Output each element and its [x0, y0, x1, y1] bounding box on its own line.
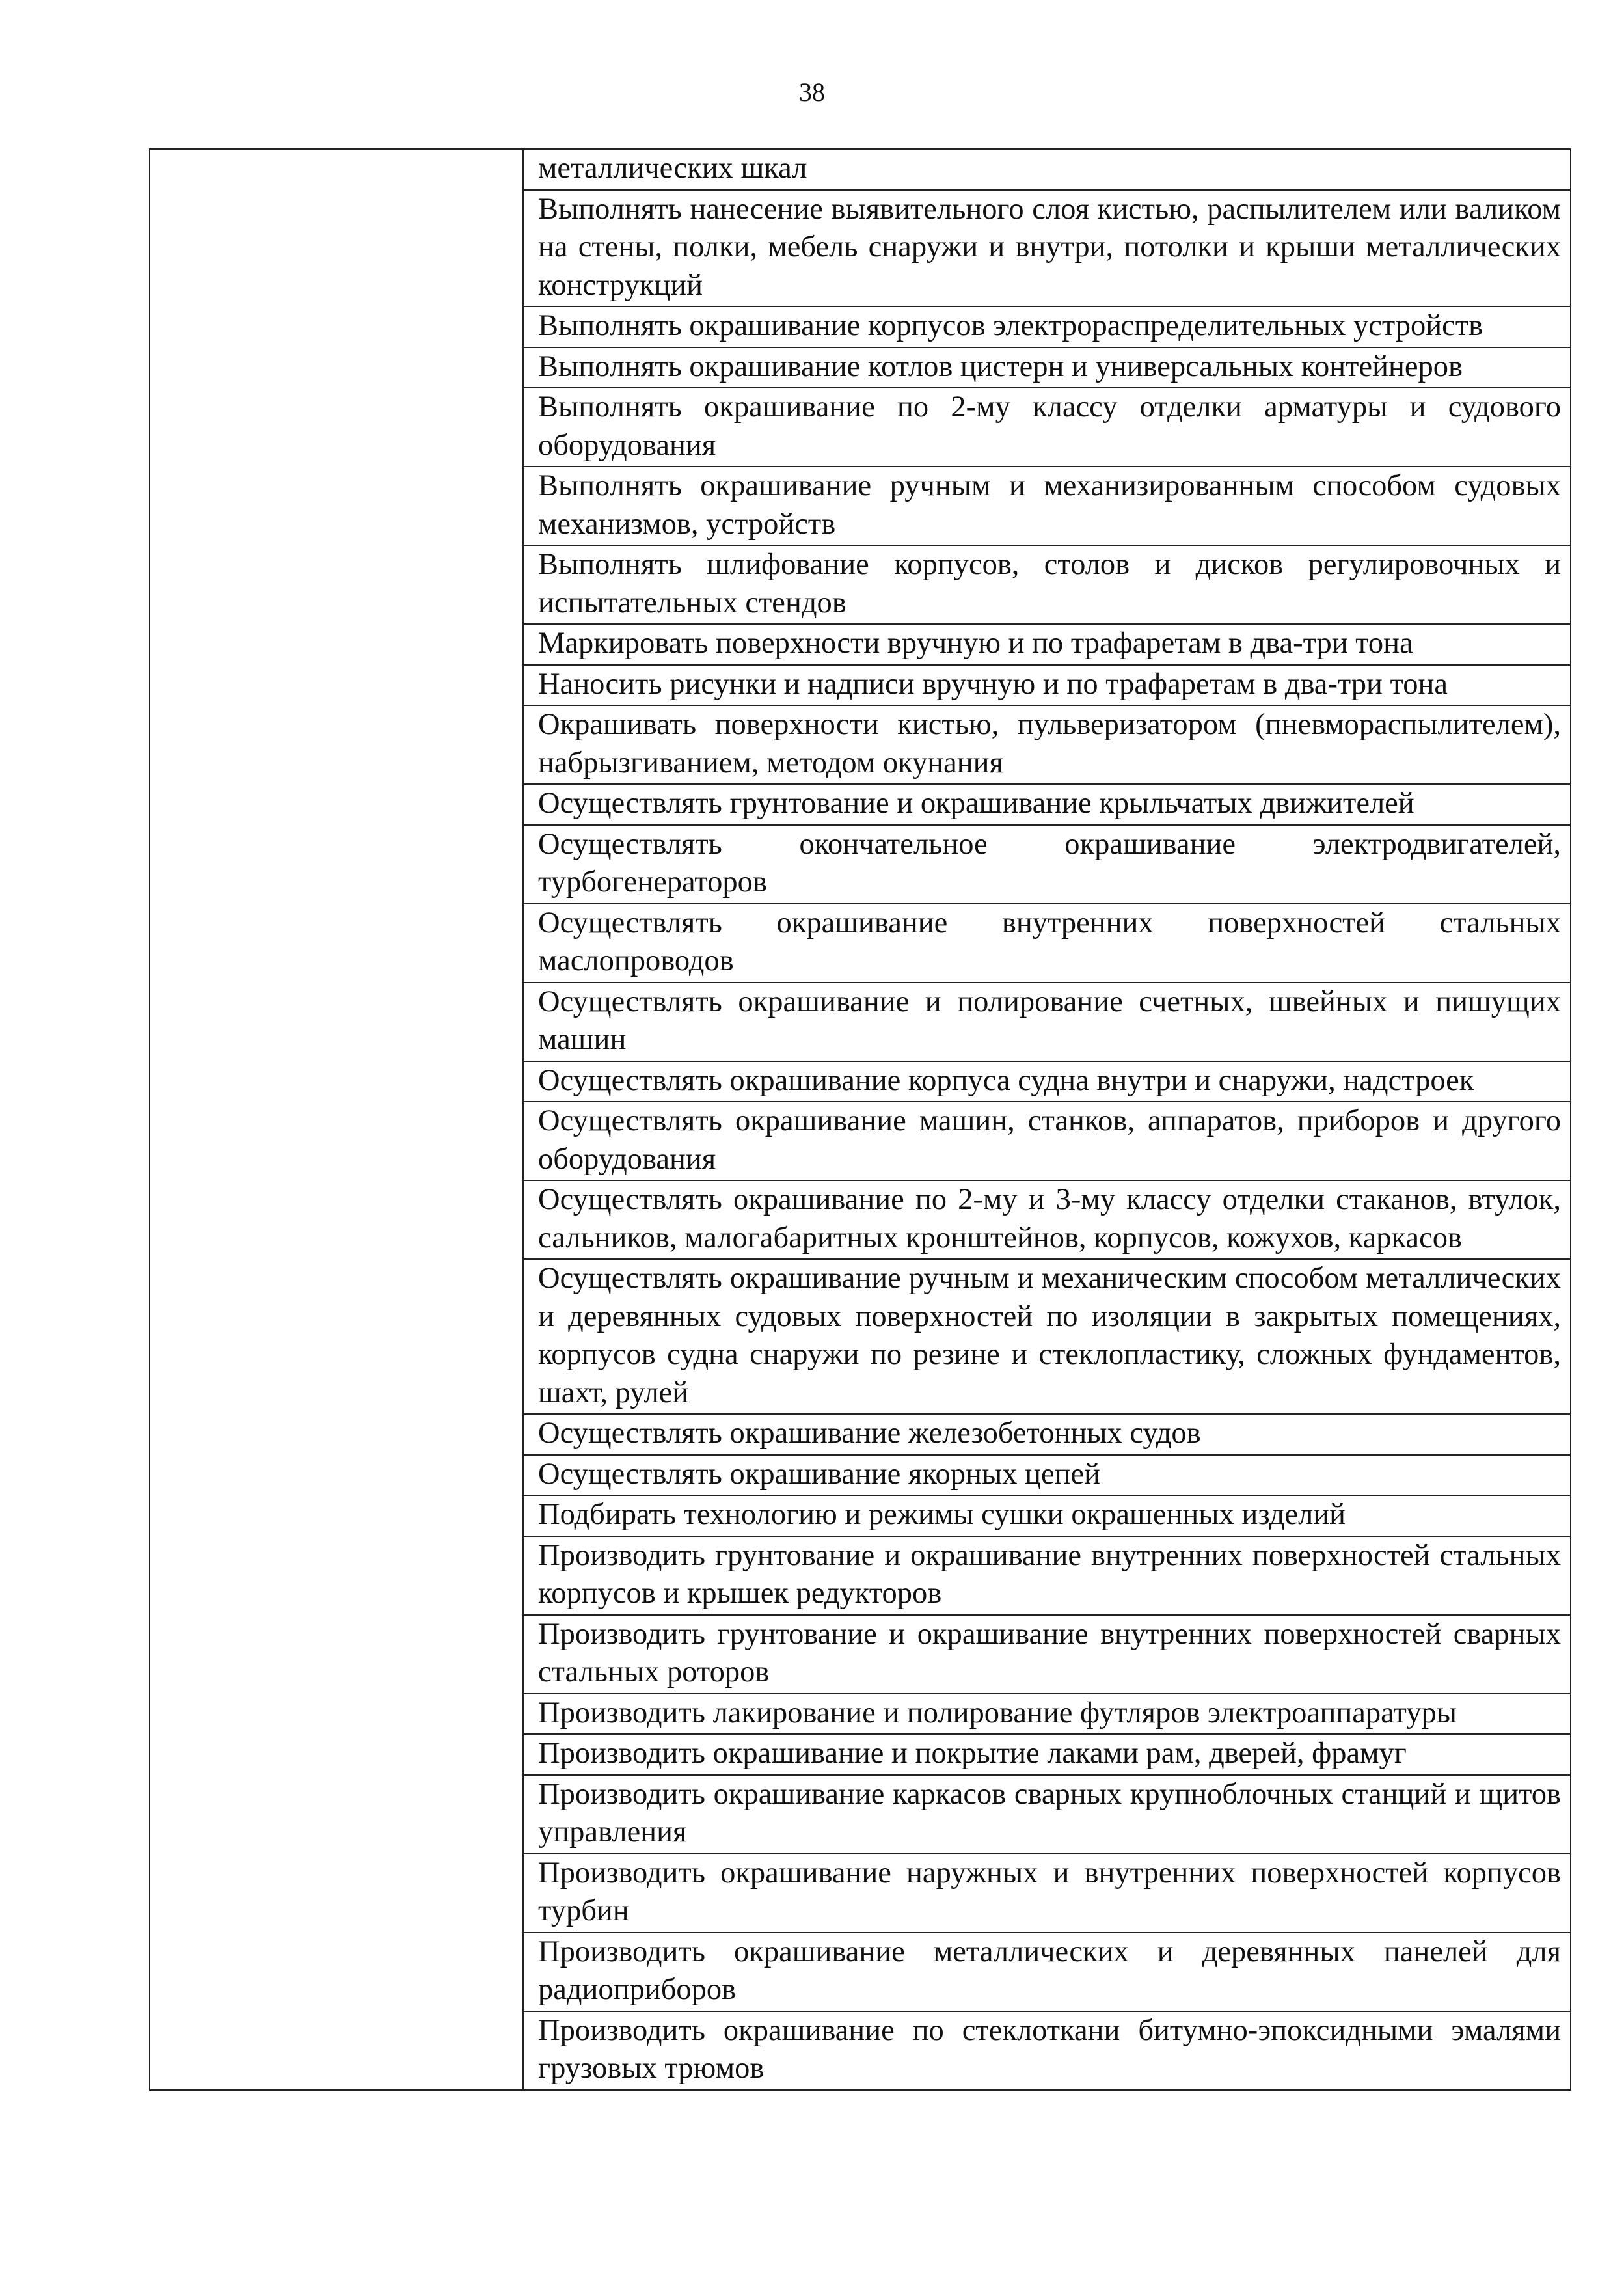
table-cell: [523, 1259, 1571, 1414]
table-cell: [523, 784, 1571, 825]
row-text: Производить окрашивание наружных и внутренних поверхностей корпусов турбин: [538, 1856, 1561, 1927]
row-text: Выполнять окрашивание котлов цистерн и универсальных контейнеров: [538, 349, 1463, 383]
requirements-table: [149, 148, 1571, 2091]
table-cell: [523, 1734, 1571, 1775]
row-text: Осуществлять грунтование и окрашивание крыльчатых движителей: [538, 787, 1414, 820]
table-cell: [523, 705, 1571, 784]
row-text: Осуществлять окрашивание железобетонных судов: [538, 1417, 1201, 1450]
table-cell: [523, 1854, 1571, 1933]
row-text: Осуществлять окрашивание машин, станков, аппаратов, приборов и другого оборудования: [538, 1104, 1561, 1176]
row-text: Подбирать технологию и режимы сушки окрашенных изделий: [538, 1498, 1346, 1531]
table-cell: [523, 190, 1571, 307]
table-cell: [523, 306, 1571, 347]
table-cell: [523, 1061, 1571, 1102]
table-cell: [523, 1455, 1571, 1496]
row-text: Производить окрашивание металлических и деревянных панелей для радиоприборов: [538, 1935, 1561, 2006]
table-cell: [523, 1615, 1571, 1694]
table-cell: [523, 347, 1571, 388]
row-text: металлических шкал: [538, 152, 807, 185]
row-text: Осуществлять окрашивание и полирование счетных, швейных и пишущих машин: [538, 985, 1561, 1056]
row-text: Выполнять окрашивание по 2-му классу отделки арматуры и судового оборудования: [538, 390, 1561, 462]
row-text: Производить лакирование и полирование футляров электроаппаратуры: [538, 1696, 1457, 1730]
table-cell: [523, 1495, 1571, 1536]
row-text: Осуществлять окрашивание корпуса судна внутри и снаружи, надстроек: [538, 1063, 1474, 1097]
row-text: Осуществлять окрашивание по 2-му и 3-му классу отделки стаканов, втулок, сальников, малогабаритных кронштейнов, корпусов, кожухов, каркасов: [538, 1183, 1561, 1255]
table-cell: [523, 904, 1571, 983]
table-cell: [523, 149, 1571, 190]
table-cell: [523, 1536, 1571, 1615]
table-cell: [523, 1694, 1571, 1735]
table-cell: [523, 624, 1571, 665]
table-cell: [523, 467, 1571, 545]
row-text: Выполнять окрашивание корпусов электрораспределительных устройств: [538, 309, 1483, 342]
table-cell: [523, 1414, 1571, 1455]
table-cell: [523, 388, 1571, 467]
row-text: Осуществлять окончательное окрашивание электродвигателей, турбогенераторов: [538, 827, 1561, 899]
table-cell: [523, 983, 1571, 1061]
row-text: Производить грунтование и окрашивание внутренних поверхностей сварных стальных роторов: [538, 1617, 1561, 1689]
table-cell: [523, 1933, 1571, 2011]
table-cell: [523, 665, 1571, 706]
row-text: Осуществлять окрашивание внутренних поверхностей стальных маслопроводов: [538, 906, 1561, 977]
row-text: Наносить рисунки и надписи вручную и по трафаретам в два-три тона: [538, 667, 1448, 701]
table-cell: [523, 1102, 1571, 1180]
table-cell: [523, 825, 1571, 904]
empty-left-cell: [150, 149, 523, 2090]
table-cell: [523, 1180, 1571, 1259]
row-text: Выполнять окрашивание ручным и механизированным способом судовых механизмов, устройств: [538, 469, 1561, 541]
row-text: Выполнять нанесение выявительного слоя кистью, распылителем или валиком на стены, полки, мебель снаружи и внутри, потолки и крыши металлических конструкций: [538, 192, 1561, 302]
row-text: Осуществлять окрашивание ручным и механическим способом металлических и деревянных судовых поверхностей по изоляции в закрытых помещениях, корпусов судна снаружи по резине и стеклопластику, сложных фундаментов, шахт, рулей: [538, 1262, 1561, 1409]
row-text: Производить окрашивание каркасов сварных крупноблочных станций и щитов управления: [538, 1777, 1561, 1849]
table-row: [150, 149, 1571, 190]
table-body: [150, 149, 1571, 2090]
row-text: Производить окрашивание и покрытие лаками рам, дверей, фрамуг: [538, 1737, 1407, 1770]
row-text: Производить окрашивание по стеклоткани битумно-эпоксидными эмалями грузовых трюмов: [538, 2013, 1561, 2085]
table-cell: [523, 545, 1571, 624]
row-text: Производить грунтование и окрашивание внутренних поверхностей стальных корпусов и крышек редукторов: [538, 1538, 1561, 1610]
page-number: 38: [799, 77, 825, 107]
row-text: Окрашивать поверхности кистью, пульверизатором (пневмораспылителем), набрызгиванием, методом окунания: [538, 708, 1561, 780]
row-text: Выполнять шлифование корпусов, столов и дисков регулировочных и испытательных стендов: [538, 548, 1561, 619]
row-text: Маркировать поверхности вручную и по трафаретам в два-три тона: [538, 627, 1413, 660]
table-cell: [523, 1775, 1571, 1854]
table-cell: [523, 2011, 1571, 2090]
row-text: Осуществлять окрашивание якорных цепей: [538, 1457, 1100, 1491]
